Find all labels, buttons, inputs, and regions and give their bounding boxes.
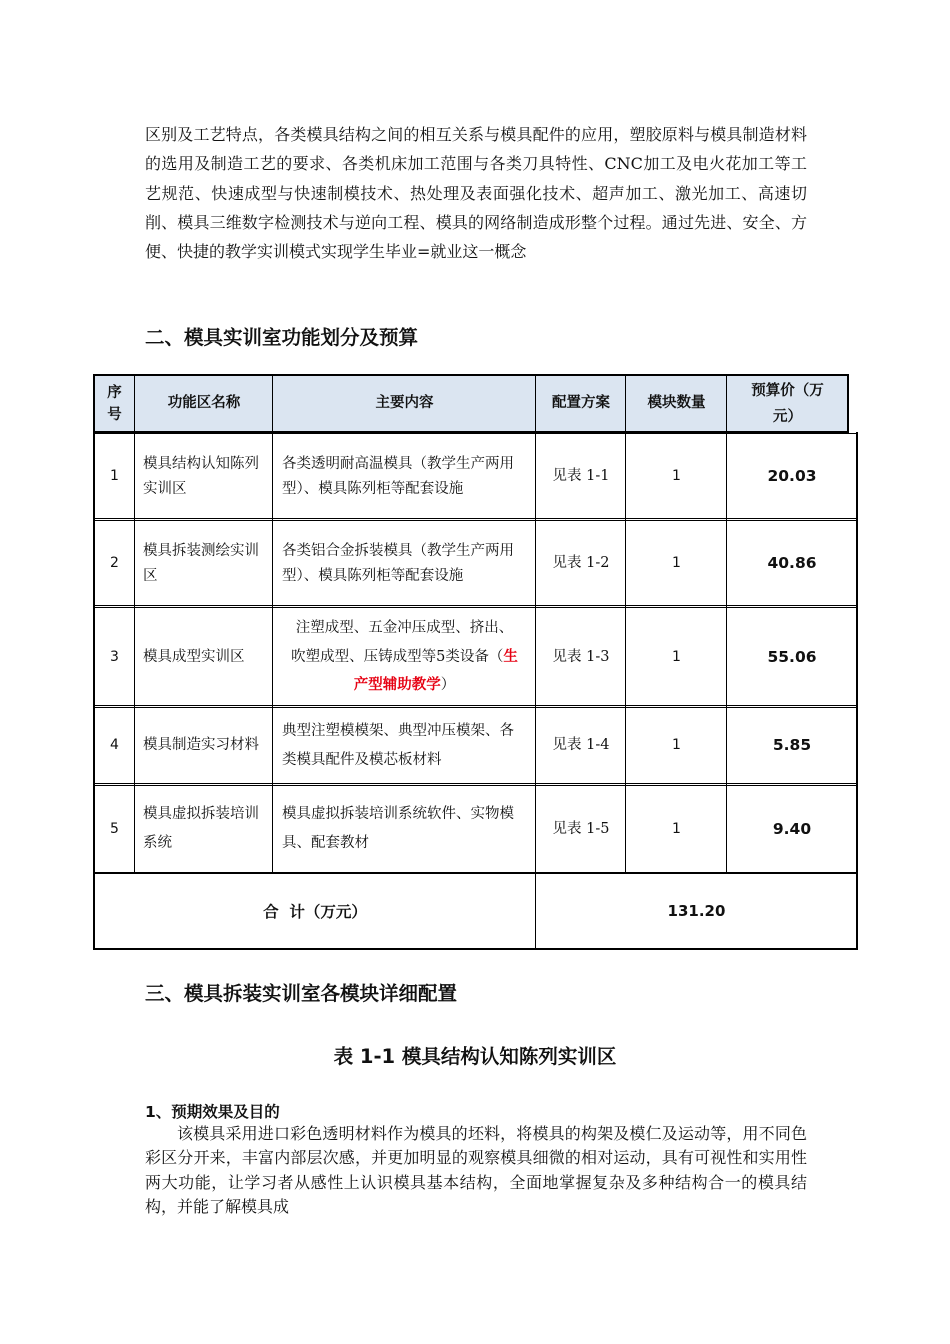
section-heading-config: 三、模具拆装实训室各模块详细配置 — [145, 982, 458, 1005]
row5-qty: 1 — [672, 820, 681, 837]
table-title: 表 1-1 模具结构认知陈列实训区 — [333, 1045, 617, 1068]
header-index: 序号 — [94, 375, 135, 432]
row5-name: 模具虚拟拆装培训系统 — [143, 806, 259, 851]
total-label: 合 计（万元） — [263, 901, 367, 921]
header-plan: 配置方案 — [536, 375, 626, 432]
row5-index: 5 — [110, 820, 119, 837]
row2-index: 2 — [110, 555, 119, 571]
row1-price: 20.03 — [767, 467, 817, 485]
row3-qty: 1 — [672, 648, 681, 665]
grid-line — [93, 872, 858, 874]
grid-line — [93, 783, 858, 784]
row2-price: 40.86 — [767, 554, 817, 572]
grid-line — [93, 374, 849, 376]
grid-line — [272, 374, 273, 874]
row3-content-end: ） — [440, 677, 456, 694]
grid-line — [625, 374, 626, 874]
row1-name: 模具结构认知陈列实训区 — [143, 455, 259, 497]
section-heading-budget: 二、模具实训室功能划分及预算 — [145, 326, 419, 349]
row4-content: 典型注塑模模架、典型冲压模架、各类模具配件及模芯板材料 — [282, 722, 514, 768]
row3-content-text: 注塑成型、五金冲压成型、挤出、吹塑成型、压铸成型等5类设备（ — [291, 620, 514, 665]
row3-index: 3 — [110, 648, 119, 665]
grid-line — [93, 948, 858, 950]
grid-line — [93, 705, 858, 706]
row4-qty: 1 — [672, 737, 681, 753]
grid-line — [93, 607, 858, 608]
row5-plan: 见表 1-5 — [552, 820, 610, 837]
grid-line — [93, 520, 858, 521]
row4-plan: 见表 1-4 — [552, 737, 610, 753]
row4-price: 5.85 — [772, 736, 812, 754]
row5-content: 模具虚拟拆装培训系统软件、实物模具、配套教材 — [282, 806, 514, 851]
grid-line — [93, 707, 858, 708]
grid-line — [93, 605, 858, 606]
row3-content — [273, 608, 536, 706]
row1-qty: 1 — [672, 468, 681, 484]
grid-line — [93, 433, 858, 434]
header-qty: 模块数量 — [626, 375, 727, 432]
grid-line — [93, 374, 95, 950]
row5-price: 9.40 — [772, 819, 812, 838]
row1-plan: 见表 1-1 — [552, 468, 610, 484]
row2-name: 模具拆装测绘实训区 — [143, 542, 259, 584]
row4-name: 模具制造实习材料 — [143, 737, 259, 753]
row2-qty: 1 — [672, 555, 681, 571]
row3-price: 55.06 — [767, 647, 817, 666]
grid-line — [847, 374, 849, 433]
row3-name: 模具成型实训区 — [143, 648, 245, 665]
subheading-expected-effect: 1、预期效果及目的 — [145, 1103, 280, 1121]
body-paragraph: 该模具采用进口彩色透明材料作为模具的坯料，将模具的构架及模仁及运动等，用不同色彩区分开来，丰富内部层次感，并更加明显的观察模具细微的相对运动，具有可视性和实用性两大功能，让学习者从感性上认识模具基本结构，全面地掌握复杂及多种结构合一的模具结构，并能了解模具成 — [145, 1124, 807, 1216]
total-value: 131.20 — [667, 901, 726, 920]
row4-index: 4 — [110, 737, 119, 753]
grid-line — [535, 374, 536, 950]
row2-plan: 见表 1-2 — [552, 555, 610, 571]
row2-content: 各类铝合金拆装模具（教学生产两用型）、模具陈列柜等配套设施 — [282, 542, 514, 584]
header-content: 主要内容 — [273, 375, 536, 432]
row3-plan: 见表 1-3 — [552, 648, 610, 665]
grid-line — [726, 374, 727, 874]
grid-line — [93, 518, 858, 519]
row1-index: 1 — [110, 468, 119, 484]
header-price: 预算价（万元） — [727, 375, 848, 432]
grid-line — [93, 785, 858, 786]
grid-line — [134, 374, 135, 874]
header-name: 功能区名称 — [135, 375, 273, 432]
intro-paragraph: 区别及工艺特点，各类模具结构之间的相互关系与模具配件的应用，塑胶原料与模具制造材料的选用及制造工艺的要求、各类机床加工范围与各类刀具特性、CNC加工及电火花加工等工艺规范、快速成型与快速制模技术、热处理及表面强化技术、超声加工、激光加工、高速切削、模具三维数字检测技术与逆向工程、模具的网络制造成形整个过程。通过先进、安全、方便、快捷的教学实训模式实现学生毕业=就业这一概念 — [145, 125, 807, 262]
row3-content-highlight: 生产型辅助教学 — [353, 647, 518, 694]
row1-content: 各类透明耐高温模具（教学生产两用型）、模具陈列柜等配套设施 — [282, 455, 514, 497]
